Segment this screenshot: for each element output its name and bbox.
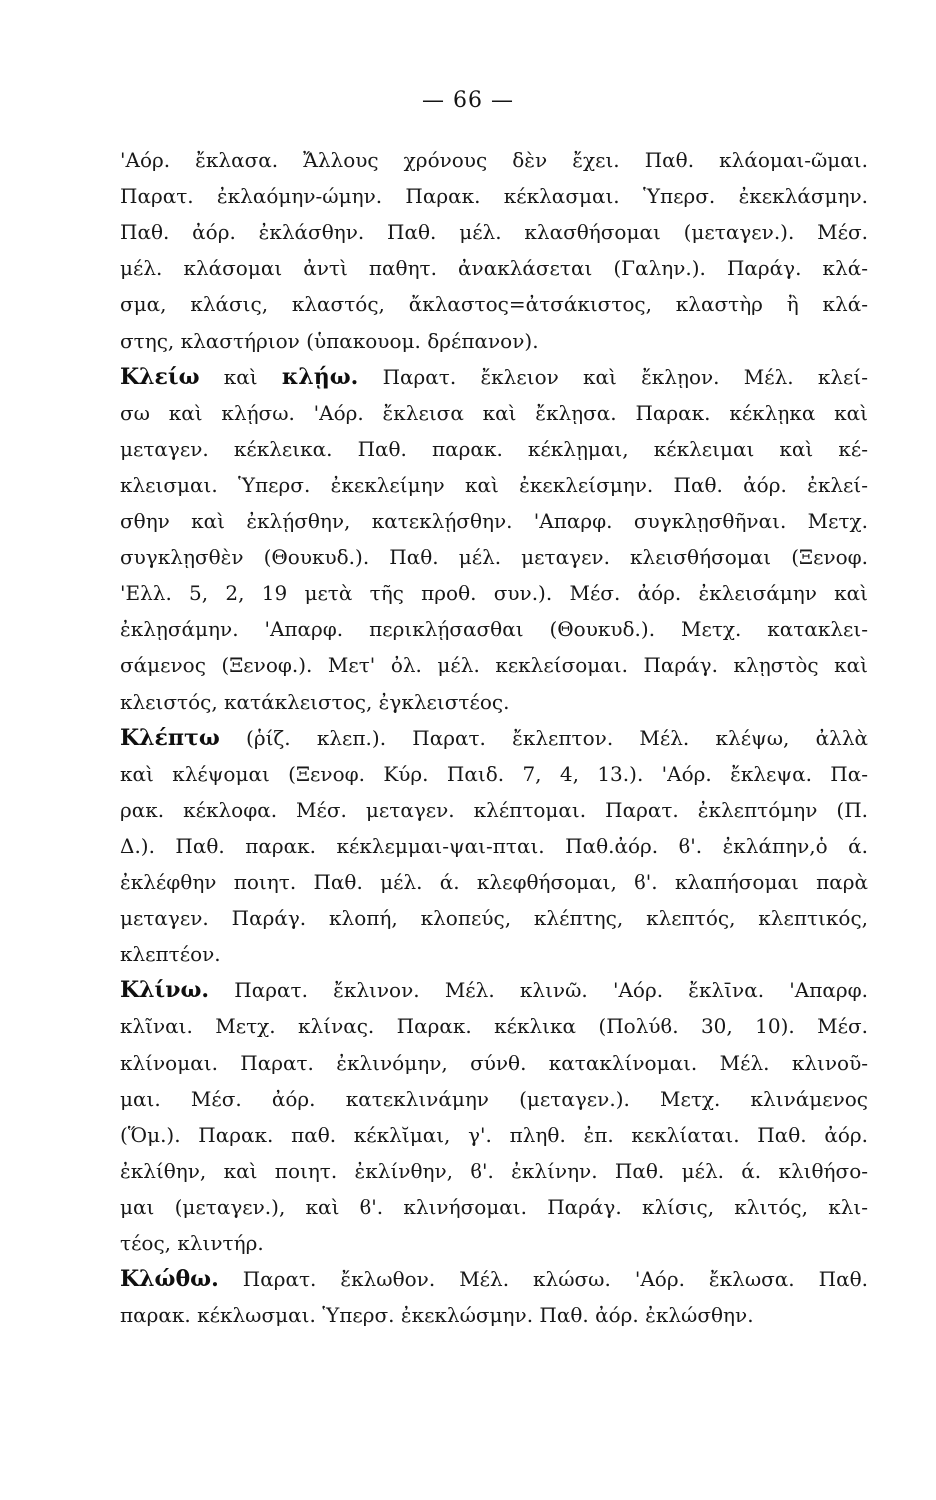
text-line	[120, 507, 868, 543]
line-text: κλῖναι. Μετχ. κλίνας. Παρακ. κέκλικα (Πολύϐ. 30, 10). Μέσ.	[120, 1014, 868, 1039]
text-line	[120, 1049, 868, 1085]
text-line	[120, 832, 868, 868]
line-text: Παρατ. ἔκλινον. Μέλ. κλινῶ. 'Αόρ. ἔκλῑνα. 'Απαρφ.	[209, 978, 868, 1003]
text-line	[120, 435, 868, 471]
text-line	[120, 651, 868, 687]
text-line	[120, 1229, 868, 1265]
text-line	[120, 218, 868, 254]
entry-headword: Κλείω	[120, 363, 200, 390]
entry-headword: Κλίνω.	[120, 977, 210, 1004]
entry-headword: Κλέπτω	[120, 724, 220, 751]
entry-headword-variant: κλῄω.	[281, 363, 359, 390]
text-line	[120, 290, 868, 326]
text-line	[120, 399, 868, 435]
line-text: (ῥίζ. κλεπ.). Παρατ. ἔκλεπτον. Μέλ. κλέψω, ἀλλὰ	[219, 725, 868, 750]
entry-headword: Κλώθω.	[120, 1266, 219, 1293]
line-text: σω καὶ κλῄσω. 'Αόρ. ἔκλεισα καὶ ἔκλῃσα. Παρακ. κέκλῃκα καὶ	[120, 400, 868, 425]
line-text: μέλ. κλάσομαι ἀντὶ παθητ. ἀνακλάσεται (Γαλην.). Παράγ. κλά-	[120, 256, 868, 281]
text-line	[120, 1265, 868, 1301]
line-text: καὶ κλέψομαι (Ξενοφ. Κύρ. Παιδ. 7, 4, 13.). 'Αόρ. ἔκλεψα. Πα-	[120, 761, 868, 786]
text-line	[120, 615, 868, 651]
text-line	[120, 471, 868, 507]
text-line	[120, 254, 868, 290]
text-line	[120, 579, 868, 615]
line-text: κλεισμαι. Ὑπερσ. ἐκεκλείμην καὶ ἐκεκλείσμην. Παθ. ἀόρ. ἐκλεί-	[120, 472, 868, 497]
line-text: τέος, κλιντήρ.	[120, 1231, 264, 1255]
text-line	[120, 868, 868, 904]
text-line	[120, 543, 868, 579]
line-text: ρακ. κέκλοφα. Μέσ. μεταγεν. κλέπτομαι. Παρατ. ἐκλεπτόμην (Π.	[120, 797, 868, 822]
text-line	[120, 1012, 868, 1048]
line-text: 'Ελλ. 5, 2, 19 μετὰ τῆς προθ. συν.). Μέσ. ἀόρ. ἐκλεισάμην καὶ	[120, 581, 868, 606]
page-number: — 66 —	[422, 88, 514, 113]
line-text: κλειστός, κατάκλειστος, ἐγκλειστέος.	[120, 689, 510, 714]
text-line	[120, 940, 868, 976]
line-text: κλεπτέον.	[120, 942, 221, 967]
line-text: Παθ. ἀόρ. ἐκλάσθην. Παθ. μέλ. κλασθήσομαι (μεταγεν.). Μέσ.	[120, 220, 868, 245]
line-text: (Ὅμ.). Παρακ. παθ. κέκλῐμαι, γ'. πληθ. ἐπ. κεκλίαται. Παθ. ἀόρ.	[120, 1122, 868, 1147]
line-text: ἐκλῃσάμην. 'Απαρφ. περικλῄσασθαι (Θουκυδ.). Μετχ. κατακλει-	[120, 617, 868, 642]
text-line	[120, 1085, 868, 1121]
line-text: συγκλῃσθὲν (Θουκυδ.). Παθ. μέλ. μεταγεν. κλεισθήσομαι (Ξενοφ.	[120, 545, 868, 570]
line-text: κλίνομαι. Παρατ. ἐκλινόμην, σύνθ. κατακλίνομαι. Μέλ. κλινοῦ-	[120, 1050, 868, 1075]
text-line	[120, 1193, 868, 1229]
text-line	[120, 796, 868, 832]
headword-connector: καὶ	[199, 364, 282, 389]
line-text: σάμενος (Ξενοφ.). Μετ' ὀλ. μέλ. κεκλείσομαι. Παράγ. κλῃστὸς καὶ	[120, 653, 868, 678]
text-line	[120, 976, 868, 1012]
line-text: παρακ. κέκλωσμαι. Ὑπερσ. ἐκεκλώσμην. Παθ. ἀόρ. ἐκλώσθην.	[120, 1303, 754, 1328]
line-text: ἐκλίθην, καὶ ποιητ. ἐκλίνθην, ϐ'. ἐκλίνην. Παθ. μέλ. ά. κλιθήσο-	[120, 1158, 868, 1183]
text-line	[120, 363, 868, 399]
text-line	[120, 904, 868, 940]
text-line	[120, 146, 868, 182]
line-text: μεταγεν. Παράγ. κλοπή, κλοπεύς, κλέπτης, κλεπτός, κλεπτικός,	[120, 906, 868, 931]
line-text: Παρατ. ἔκλωθον. Μέλ. κλώσω. 'Αόρ. ἔκλωσα. Παθ.	[218, 1267, 868, 1292]
text-line	[120, 724, 868, 760]
line-text: 'Αόρ. ἔκλασα. Ἄλλους χρόνους δὲν ἔχει. Παθ. κλάομαι-ῶμαι.	[120, 148, 868, 172]
text-line	[120, 182, 868, 218]
line-text: σμα, κλάσις, κλαστός, ἄκλαστος=ἀτσάκιστος, κλαστὴρ ἢ κλά-	[120, 292, 868, 317]
line-text: Παρατ. ἐκλαόμην-ώμην. Παρακ. κέκλασμαι. Ὑπερσ. ἐκεκλάσμην.	[120, 184, 868, 209]
line-text: ἐκλέφθην ποιητ. Παθ. μέλ. ά. κλεφθήσομαι, ϐ'. κλαπήσομαι παρὰ	[120, 870, 868, 894]
text-line	[120, 1121, 868, 1157]
line-text: μαι. Μέσ. ἀόρ. κατεκλινάμην (μεταγεν.). Μετχ. κλινάμενος	[120, 1086, 868, 1111]
text-line	[120, 760, 868, 796]
text-line	[120, 327, 868, 363]
line-text: Δ.). Παθ. παρακ. κέκλεμμαι-ψαι-πται. Παθ.ἀόρ. ϐ'. ἐκλάπην,ὁ ά.	[120, 833, 868, 858]
line-text: στης, κλαστήριον (ὑπακουομ. δρέπανον).	[120, 328, 539, 353]
line-text: μεταγεν. κέκλεικα. Παθ. παρακ. κέκλῃμαι, κέκλειμαι καὶ κέ-	[120, 436, 868, 461]
line-text: Παρατ. ἔκλειον καὶ ἔκλῃον. Μέλ. κλεί-	[358, 364, 868, 389]
text-line	[120, 688, 868, 724]
text-line	[120, 1157, 868, 1193]
line-text: μαι (μεταγεν.), καὶ ϐ'. κλινήσομαι. Παράγ. κλίσις, κλιτός, κλι-	[120, 1194, 868, 1219]
text-line	[120, 1301, 868, 1337]
line-text: σθην καὶ ἐκλῄσθην, κατεκλῄσθην. 'Απαρφ. συγκλῃσθῆναι. Μετχ.	[120, 509, 868, 533]
